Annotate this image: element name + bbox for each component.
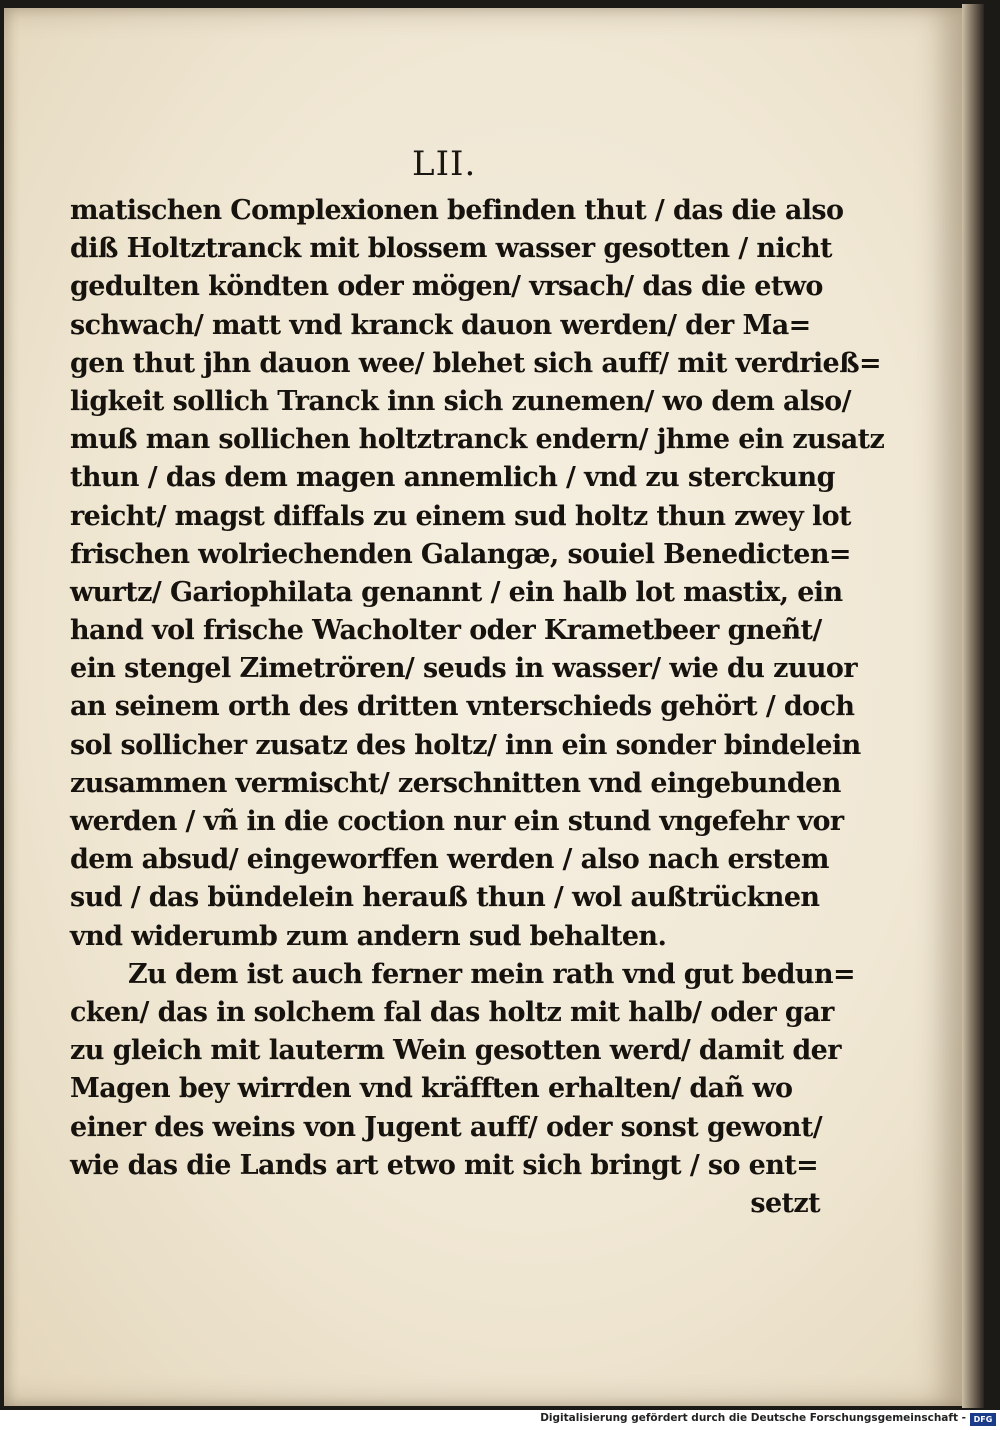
- text-line: reicht/ magst diffals zu einem sud holtz thun zwey lot: [70, 500, 851, 532]
- dfg-logo: DFG: [970, 1413, 996, 1426]
- text-line: cken/ das in solchem fal das holtz mit halb/ oder gar: [70, 996, 834, 1028]
- text-line: frischen wolriechenden Galangæ, souiel Benedicten=: [70, 538, 851, 570]
- text-line: gedulten köndten oder mögen/ vrsach/ das die etwo: [70, 271, 823, 303]
- text-line: hand vol frische Wacholter oder Krametbeer gneñt/: [70, 615, 822, 647]
- text-line: schwach/ matt vnd kranck dauon werden/ der Ma=: [70, 309, 811, 341]
- text-line: dem absud/ eingeworffen werden / also nach erstem: [70, 844, 829, 876]
- text-line: sud / das bündelein herauß thun / wol außtrücknen: [70, 882, 820, 914]
- page-edge-shadow: [962, 4, 984, 1408]
- text-line: an seinem orth des dritten vnterschieds gehört / doch: [70, 691, 855, 723]
- text-line: werden / vñ in die coction nur ein stund vngefehr vor: [70, 806, 844, 837]
- text-line: sol sollicher zusatz des holtz/ inn ein sonder bindelein: [70, 729, 861, 761]
- book-page: [4, 8, 962, 1406]
- text-line: wurtz/ Gariophilata genannt / ein halb lot mastix, ein: [70, 576, 843, 608]
- digitization-credit: Digitalisierung gefördert durch die Deutsche Forschungsgemeinschaft -: [540, 1412, 966, 1424]
- text-line: zusammen vermischt/ zerschnitten vnd eingebunden: [70, 767, 841, 799]
- text-line: ligkeit sollich Tranck inn sich zunemen/ wo dem also/: [70, 385, 851, 417]
- text-line: gen thut jhn dauon wee/ blehet sich auff/ mit verdrieß=: [70, 347, 882, 379]
- text-line: muß man sollichen holtztranck endern/ jhme ein zusatz: [70, 424, 885, 456]
- text-block: [70, 192, 885, 1223]
- footer-bar: [0, 1410, 1000, 1430]
- text-line: thun / das dem magen annemlich / vnd zu sterckung: [70, 462, 835, 494]
- text-line: wie das die Lands art etwo mit sich bringt / so ent=: [70, 1149, 819, 1181]
- text-line: matischen Complexionen befinden thut / das die also: [70, 195, 844, 226]
- text-line-paragraph-start: Zu dem ist auch ferner mein rath vnd gut bedun=: [128, 958, 855, 990]
- text-line: Magen bey wirrden vnd kräfften erhalten/ dañ wo: [70, 1073, 793, 1105]
- text-line: einer des weins von Jugent auff/ oder sonst gewont/: [70, 1111, 823, 1143]
- page-folio: LII.: [412, 144, 477, 184]
- text-line: zu gleich mit lauterm Wein gesotten werd/ damit der: [70, 1035, 841, 1067]
- text-line: diß Holtztranck mit blossem wasser gesotten / nicht: [70, 233, 832, 265]
- text-line: vnd widerumb zum andern sud behalten.: [70, 920, 667, 952]
- text-line: ein stengel Zimetrören/ seuds in wasser/ wie du zuuor: [70, 653, 857, 685]
- catchword: setzt: [750, 1187, 820, 1219]
